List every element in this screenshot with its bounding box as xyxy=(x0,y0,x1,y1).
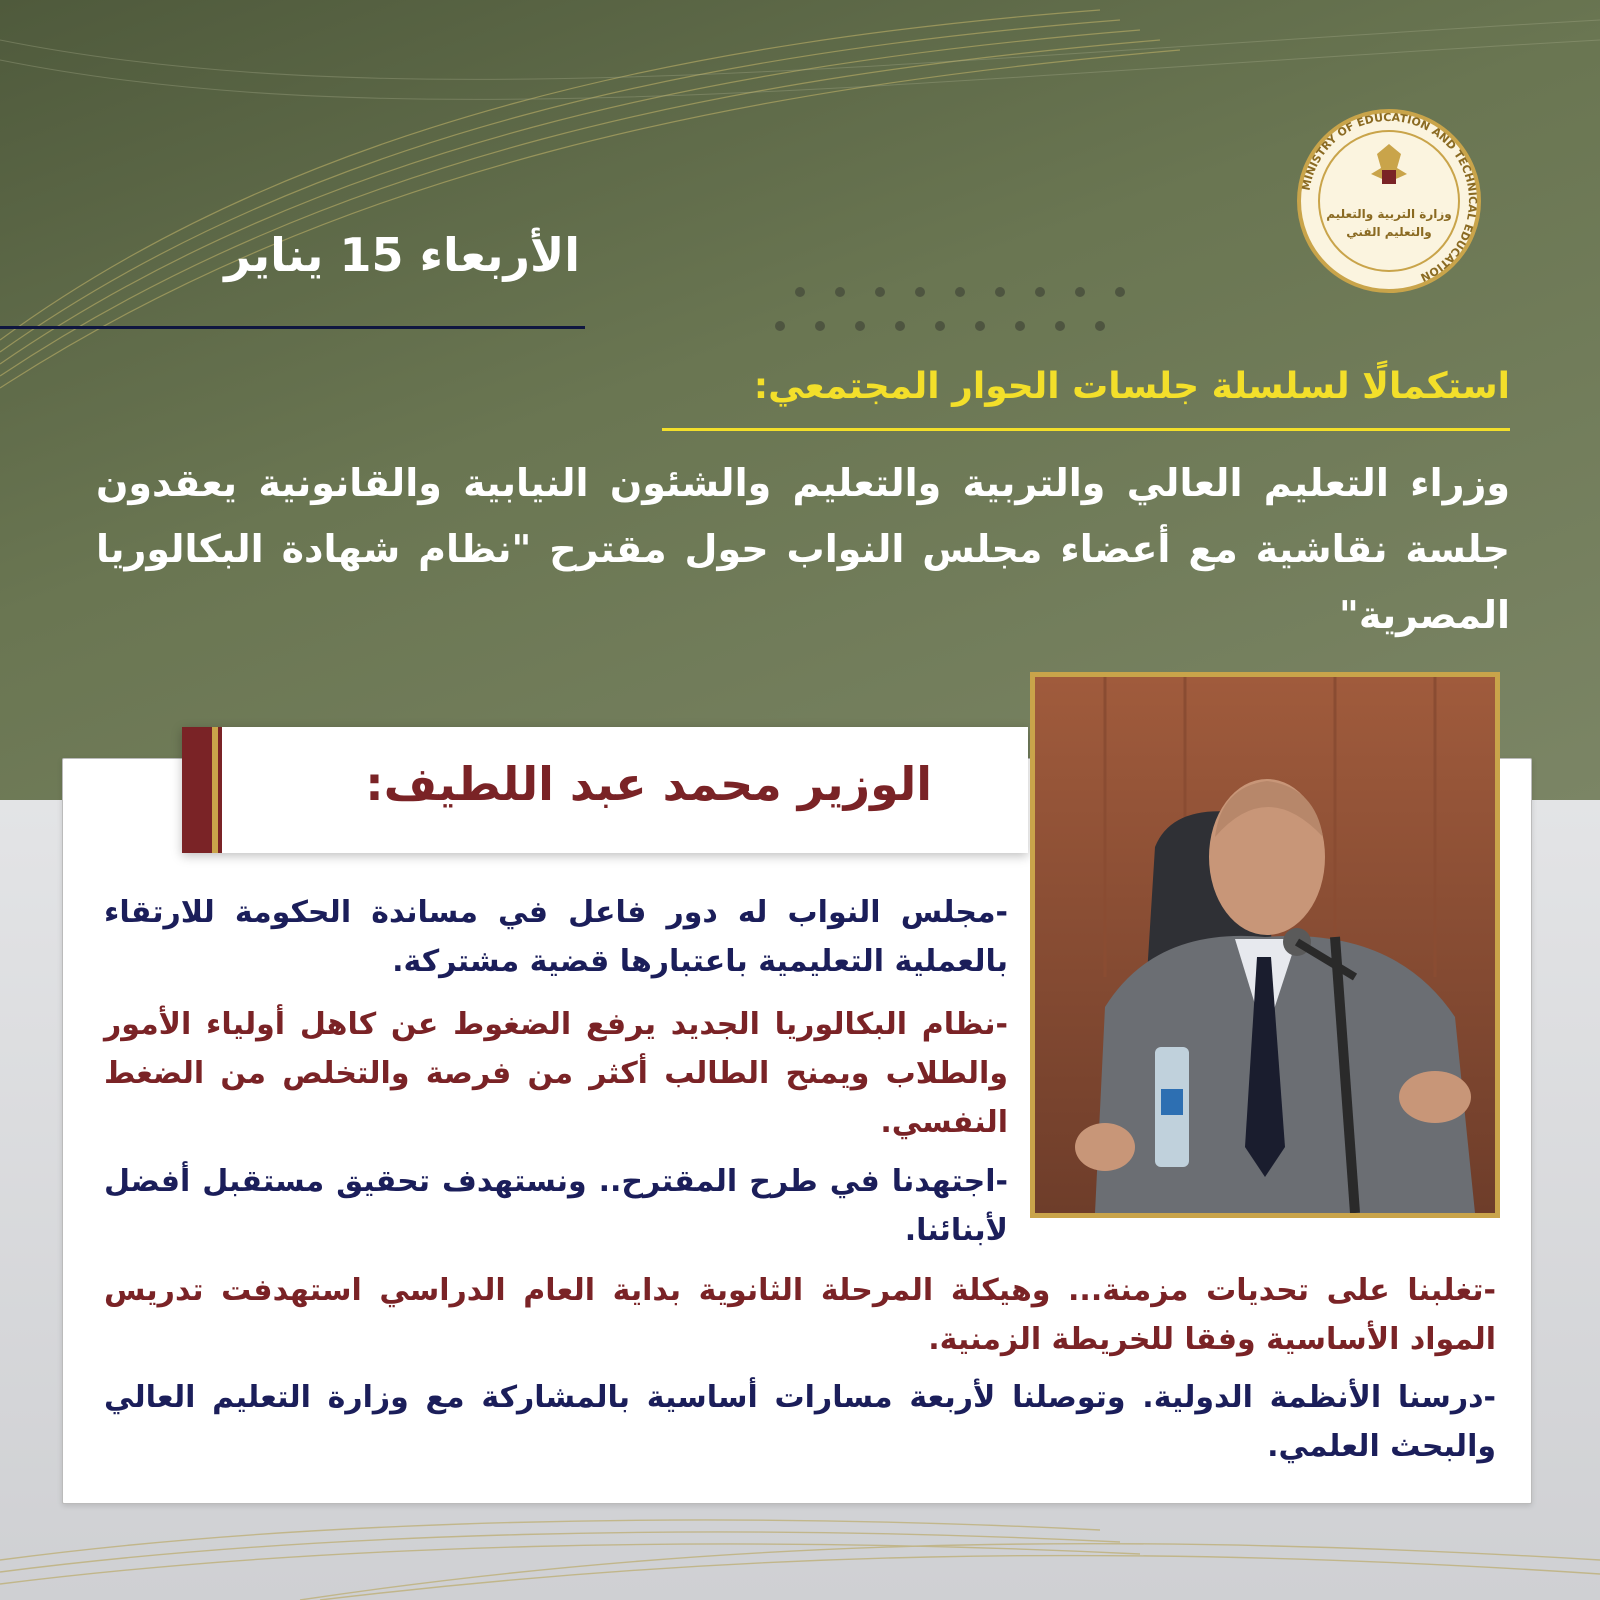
speaker-name: الوزير محمد عبد اللطيف: xyxy=(365,757,932,811)
svg-text:وزارة التربية والتعليم: وزارة التربية والتعليم xyxy=(1326,207,1452,221)
bullet-point: -تغلبنا على تحديات مزمنة... وهيكلة المرحلة الثانوية بداية العام الدراسي استهدفت تدريس المواد الأساسية وفقا للخريطة الزمنية. xyxy=(104,1273,1496,1357)
bullet-point: -مجلس النواب له دور فاعل في مساندة الحكومة للارتقاء بالعملية التعليمية باعتبارها قضية مشتركة. xyxy=(104,895,1008,979)
bullet-point: -درسنا الأنظمة الدولية. وتوصلنا لأربعة مسارات أساسية بالمشاركة مع وزارة التعليم العالي والبحث العلمي. xyxy=(104,1380,1496,1464)
tab-accent-bar xyxy=(182,727,212,853)
ministry-logo xyxy=(1296,108,1482,294)
bullet-point: -اجتهدنا في طرح المقترح.. ونستهدف تحقيق مستقبل أفضل لأبنائنا. xyxy=(104,1164,1008,1248)
decorative-dots xyxy=(770,284,1130,344)
tab-accent-bar xyxy=(218,727,222,853)
headline: وزراء التعليم العالي والتربية والتعليم والشئون النيابية والقانونية يعقدون جلسة نقاشية مع أعضاء مجلس النواب حول مقترح "نظام شهادة البكالوريا المصرية" xyxy=(96,461,1510,637)
date-label: الأربعاء 15 يناير xyxy=(224,228,580,282)
subheading-underline xyxy=(662,428,1510,431)
bullet-point: -نظام البكالوريا الجديد يرفع الضغوط عن كاهل أولياء الأمور والطلاب ويمنح الطالب أكثر من فرصة والتخلص من الضغط النفسي. xyxy=(104,1007,1008,1140)
date-underline xyxy=(0,326,585,329)
subheading: استكمالًا لسلسلة جلسات الحوار المجتمعي: xyxy=(753,366,1510,407)
svg-text:والتعليم الفني: والتعليم الفني xyxy=(1346,225,1432,239)
speaker-photo xyxy=(1030,672,1500,1218)
svg-text:MINISTRY OF EDUCATION AND TECH: MINISTRY OF EDUCATION AND TECHNICAL EDUCATION xyxy=(1299,110,1480,285)
speaker-name-tab xyxy=(182,727,1028,853)
